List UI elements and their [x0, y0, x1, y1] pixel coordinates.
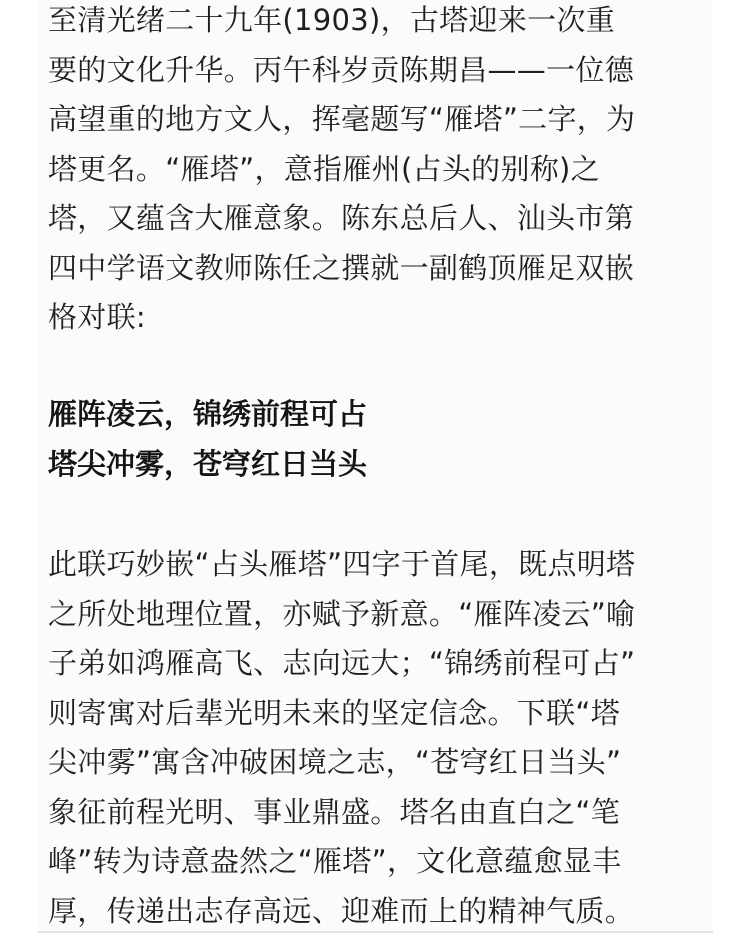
text-line: 塔更名。“雁塔”，意指雁州(占头的别称)之: [48, 151, 600, 186]
couplet-upper-line: 雁阵凌云，锦绣前程可占: [48, 397, 368, 431]
couplet-lower-line: 塔尖冲雾，苍穹红日当头: [48, 446, 368, 481]
paragraph-interpretation: [48, 540, 708, 936]
text-line: 塔，又蕴含大雁意象。陈东总后人、汕头市第: [48, 201, 635, 235]
text-line: 子弟如鸿雁高飞、志向远大；“锦绣前程可占”: [48, 646, 636, 680]
text-line: 格对联:: [48, 300, 146, 334]
article-body: [38, 0, 713, 932]
text-line: 尖冲雾”寓含冲破困境之志，“苍穹红日当头”: [48, 745, 622, 779]
paragraph-history: [48, 0, 708, 343]
text-line: 高望重的地方文人，挥毫题写“雁塔”二字，为: [48, 102, 636, 136]
text-line: 象征前程光明、事业鼎盛。塔名由直白之“笔: [48, 794, 621, 829]
text-line: 此联巧妙嵌“占头雁塔”四字于首尾，既点明塔: [48, 547, 636, 581]
text-line: 至清光绪二十九年(1903)，古塔迎来一次重: [48, 3, 616, 37]
text-line: 则寄寓对后辈光明未来的坚定信念。下联“塔: [48, 695, 621, 730]
text-line: 之所处地理位置，亦赋予新意。“雁阵凌云”喻: [48, 596, 636, 631]
text-line: 四中学语文教师陈任之撰就一副鹤顶雁足双嵌: [48, 250, 635, 285]
text-line: 要的文化升华。丙午科岁贡陈期昌——一位德: [48, 52, 635, 87]
divider: [38, 931, 713, 933]
text-line: 峰”转为诗意盎然之“雁塔”，文化意蕴愈显丰: [48, 844, 622, 878]
text-line: 厚，传递出志存高远、迎难而上的精神气质。: [48, 893, 635, 928]
couplet: [48, 390, 708, 489]
